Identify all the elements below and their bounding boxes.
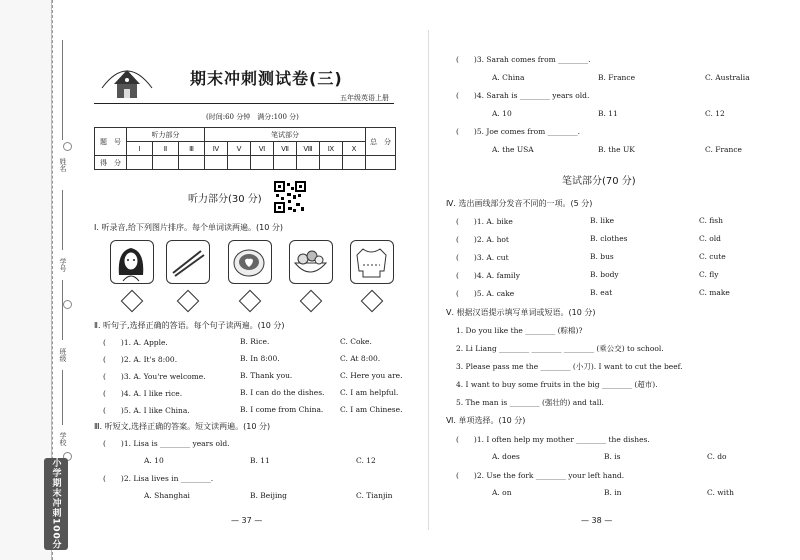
score-cell[interactable] (127, 156, 153, 170)
q3-option-c: C. 12 (705, 109, 725, 118)
q3-item-stem: ( )2. Lisa lives in ________. (103, 474, 214, 483)
title-divider (94, 103, 394, 104)
q3-title: Ⅲ. 听短文,选择正确的答案。短文读两遍。(10 分) (94, 422, 271, 431)
writing-section-title: 笔试部分(70 分) (562, 176, 636, 187)
numeral-cell: Ⅷ (297, 142, 320, 156)
q5-item: 4. I want to buy some fruits in the big ________ (超市). (456, 380, 658, 389)
numeral-cell: Ⅵ (251, 142, 274, 156)
q5-item: 1. Do you like the ________ (粽棉)? (456, 326, 583, 335)
number-fill-line (62, 190, 63, 250)
page-number: — 37 — (231, 516, 263, 525)
q3-option-c: C. Tianjin (356, 491, 393, 500)
score-label: 得 分 (95, 156, 127, 170)
school-fill-line (62, 370, 63, 425)
qr-code-icon (274, 181, 306, 213)
q5-item: 2. Li Liang ________ ________ ________ (乘公交) to school. (456, 344, 664, 353)
picture-sweater (350, 240, 394, 284)
total-header: 总 分 (366, 128, 396, 156)
girl-icon (111, 241, 152, 282)
q3-option-b: B. France (598, 73, 636, 82)
name-label: 姓名 (59, 158, 67, 172)
fruit-bowl-icon (290, 241, 331, 282)
q4-option-b: B. bus (590, 252, 614, 261)
q6-option-b: B. in (604, 488, 622, 497)
house-logo-icon (96, 58, 158, 102)
sweater-icon (351, 241, 392, 282)
q6-item-stem: ( )1. I often help my mother ________ the dishes. (456, 435, 650, 444)
q3-item-stem: ( )5. Joe comes from ________. (456, 127, 580, 136)
order-answer-box[interactable] (361, 290, 384, 313)
q6-option-c: C. do (707, 452, 727, 461)
q5-title: Ⅴ. 根据汉语提示填写单词或短语。(10 分) (446, 308, 596, 317)
q4-option-a: ( )3. A. cut (456, 253, 509, 262)
score-cell[interactable] (179, 156, 205, 170)
listening-section-title: 听力部分(30 分) (188, 194, 262, 205)
grade-subtitle: 五年级英语上册 (340, 94, 389, 102)
q4-option-c: C. cute (699, 252, 726, 261)
score-cell[interactable] (251, 156, 274, 170)
q2-item-option-a: ( )5. A. I like China. (103, 406, 190, 415)
q6-option-a: A. on (492, 488, 512, 497)
q4-title: Ⅳ. 选出画线部分发音不同的一项。(5 分) (446, 199, 593, 208)
q3-option-c: C. France (705, 145, 742, 154)
order-answer-box[interactable] (121, 290, 144, 313)
q6-option-a: A. does (492, 452, 520, 461)
score-cell[interactable] (205, 156, 228, 170)
q2-item-option-b: B. Thank you. (240, 371, 293, 380)
q3-option-a: A. 10 (144, 456, 164, 465)
q3-option-a: A. Shanghai (144, 491, 190, 500)
q3-item-stem: ( )1. Lisa is ________ years old. (103, 439, 230, 448)
series-badge: 小学期末冲刺100分 (44, 458, 68, 550)
school-label: 学校 (59, 432, 67, 446)
listening-header: 听力部分 (127, 128, 205, 142)
picture-girl (110, 240, 154, 284)
q2-item-option-a: ( )3. A. You're welcome. (103, 372, 206, 381)
numeral-cell: Ⅳ (205, 142, 228, 156)
q3-option-a: A. China (492, 73, 525, 82)
q2-title: Ⅱ. 听句子,选择正确的答语。每个句子读两遍。(10 分) (94, 321, 285, 330)
q4-option-c: C. fish (699, 216, 723, 225)
series-logo (96, 58, 158, 102)
number-label: 学号 (59, 258, 67, 272)
score-cell[interactable] (297, 156, 320, 170)
q2-item-option-b: B. Rice. (240, 337, 270, 346)
page-divider (428, 30, 429, 530)
q3-item-stem: ( )4. Sarah is ________ years old. (456, 91, 590, 100)
numeral-cell: Ⅴ (228, 142, 251, 156)
q3-option-b: B. 11 (250, 456, 270, 465)
order-answer-box[interactable] (177, 290, 200, 313)
q3-option-a: A. 10 (492, 109, 512, 118)
q4-option-c: C. make (699, 288, 730, 297)
q6-option-b: B. is (604, 452, 621, 461)
binding-hole-icon (63, 300, 72, 309)
q2-item-option-c: C. I am helpful. (340, 388, 399, 397)
order-answer-box[interactable] (300, 290, 323, 313)
picture-chopsticks (166, 240, 210, 284)
score-table (94, 127, 396, 170)
order-answer-box[interactable] (239, 290, 262, 313)
plate-icon (229, 241, 270, 282)
q2-item-option-c: C. Here you are. (340, 371, 403, 380)
q2-item-option-b: B. I can do the dishes. (240, 388, 325, 397)
q3-option-b: B. 11 (598, 109, 618, 118)
picture-plate (228, 240, 272, 284)
q4-option-c: C. fly (699, 270, 719, 279)
q4-option-a: ( )2. A. hot (456, 235, 509, 244)
q4-option-a: ( )4. A. family (456, 271, 520, 280)
q6-title: Ⅵ. 单项选择。(10 分) (446, 416, 526, 425)
name-fill-line (62, 40, 63, 140)
score-cell[interactable] (320, 156, 343, 170)
q5-item: 5. The man is ________ (强壮的) and tall. (456, 398, 604, 407)
time-info: (时间:60 分钟 满分:100 分) (206, 113, 299, 121)
q4-option-c: C. old (699, 234, 721, 243)
numeral-cell: Ⅰ (127, 142, 153, 156)
q2-item-option-c: C. I am Chinese. (340, 405, 403, 414)
q4-option-b: B. eat (590, 288, 613, 297)
q3-option-b: B. Beijing (250, 491, 287, 500)
q5-item: 3. Please pass me the ________ (小刀). I want to cut the beef. (456, 362, 683, 371)
class-fill-line (62, 280, 63, 340)
score-cell[interactable] (153, 156, 179, 170)
numeral-cell: Ⅲ (179, 142, 205, 156)
q2-item-option-b: B. In 8:00. (240, 354, 280, 363)
qr-code[interactable] (274, 181, 306, 213)
q2-item-option-c: C. At 8:00. (340, 354, 381, 363)
q3-option-b: B. the UK (598, 145, 635, 154)
q2-item-option-b: B. I come from China. (240, 405, 324, 414)
q1-title: Ⅰ. 听录音,给下列图片排序。每个单词读两遍。(10 分) (94, 223, 283, 232)
q3-item-stem: ( )3. Sarah comes from ________. (456, 55, 591, 64)
tihao-header: 题 号 (95, 128, 127, 156)
score-cell[interactable] (343, 156, 366, 170)
q6-item-stem: ( )2. Use the fork ________ your left hand. (456, 471, 625, 480)
score-cell[interactable] (228, 156, 251, 170)
q3-option-c: C. Australia (705, 73, 750, 82)
page-number: — 38 — (581, 516, 613, 525)
q3-option-a: A. the USA (492, 145, 534, 154)
numeral-cell: Ⅹ (343, 142, 366, 156)
numeral-cell: Ⅶ (274, 142, 297, 156)
q4-option-a: ( )1. A. bike (456, 217, 513, 226)
chopsticks-icon (167, 241, 208, 282)
class-label: 班级 (59, 348, 67, 362)
numeral-cell: Ⅸ (320, 142, 343, 156)
score-cell[interactable] (274, 156, 297, 170)
writing-header: 笔试部分 (205, 128, 366, 142)
q2-item-option-a: ( )2. A. It's 8:00. (103, 355, 178, 364)
score-cell[interactable] (366, 156, 396, 170)
q4-option-b: B. like (590, 216, 615, 225)
q4-option-b: B. body (590, 270, 619, 279)
q3-option-c: C. 12 (356, 456, 376, 465)
numeral-cell: Ⅱ (153, 142, 179, 156)
binding-hole-icon (63, 142, 72, 151)
q2-item-option-a: ( )4. A. I like rice. (103, 389, 183, 398)
q4-option-b: B. clothes (590, 234, 628, 243)
q6-option-c: C. with (707, 488, 734, 497)
page-title: 期末冲刺测试卷(三) (190, 69, 343, 88)
q2-item-option-a: ( )1. A. Apple. (103, 338, 168, 347)
q2-item-option-c: C. Coke. (340, 337, 372, 346)
q4-option-a: ( )5. A. cake (456, 289, 515, 298)
picture-fruits (289, 240, 333, 284)
